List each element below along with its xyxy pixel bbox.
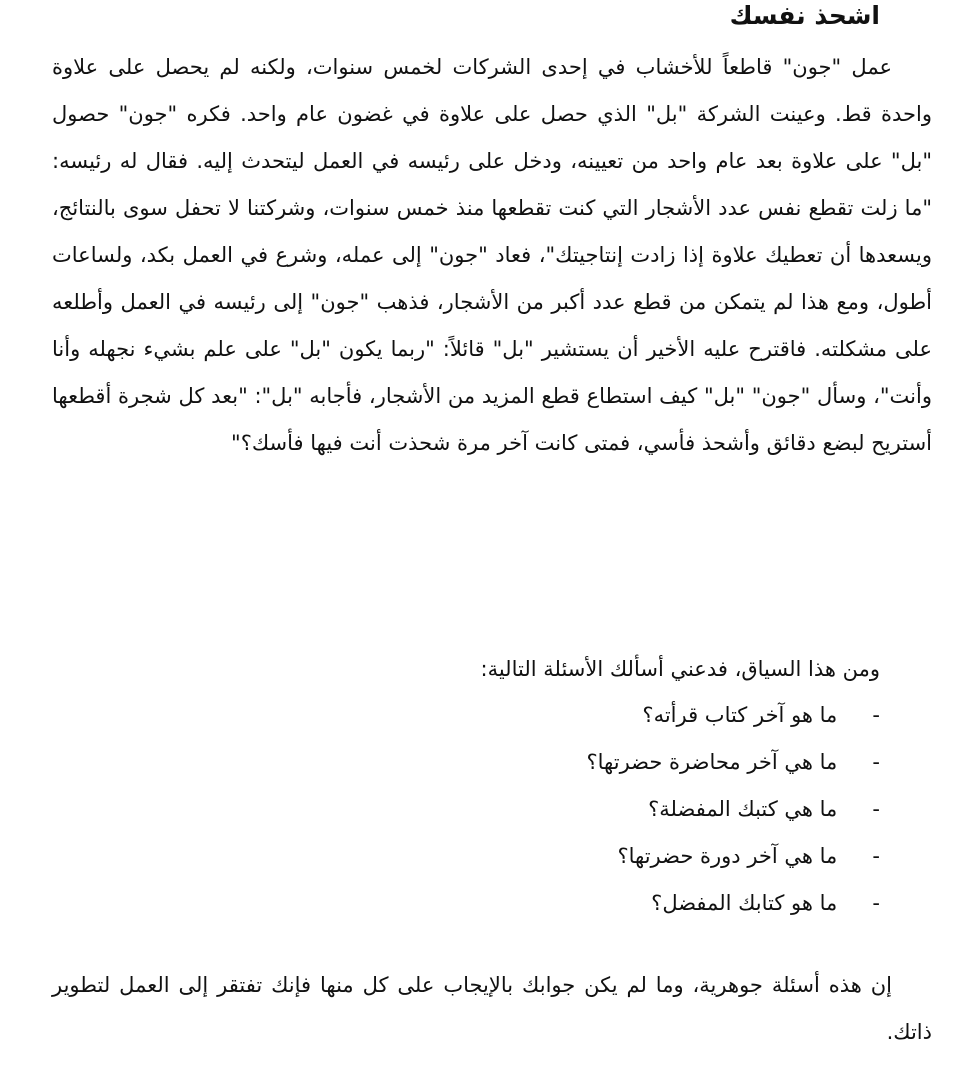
story-paragraph: عمل "جون" قاطعاً للأخشاب في إحدى الشركات لخمس سنوات، ولكنه لم يحصل على علاوة واحدة قط. وعينت الشركة "بل" الذي حصل على علاوة في غضون عام واحد. فكره "جون" حصول "بل" على علاوة بعد عام واحد من تعيينه، ودخل على رئيسه في العمل ليتحدث إليه. فقال له رئيسه: "ما زلت تقطع نفس عدد الأشجار التي كنت تقطعها منذ خمس سنوات، وشركتنا لا تحفل سوى بالنتائج، ويسعدها أن تعطيك علاوة إذا زادت إنتاجيتك"، فعاد "جون" إلى عمله، وشرع في العمل بكد، ولساعات أطول، ومع هذا لم يتمكن من قطع عدد أكبر من الأشجار، فذهب "جون" إلى رئيسه في العمل وأطلعه على مشكلته. فاقترح عليه الأخير أن يستشير "بل" قائلاً: "ربما يكون "بل" على علم بشيء نجهله وأنا وأنت"، وسأل "جون" "بل" كيف استطاع قطع المزيد من الأشجار، فأجابه "بل": "بعد كل شجرة أقطعها أستريح لبضع دقائق وأشحذ فأسي، فمتى كانت آخر مرة شحذت أنت فيها فأسك؟" xyxy=(52,55,932,455)
conclusion-paragraph: إن هذه أسئلة جوهرية، وما لم يكن جوابك بالإيجاب على كل منها فإنك تفتقر إلى العمل لتطوير ذاتك. xyxy=(52,973,932,1044)
question-text: ما هي كتبك المفضلة؟ xyxy=(648,797,838,821)
list-item xyxy=(587,692,881,739)
bullet-dash: - xyxy=(872,891,880,915)
bullet-dash: - xyxy=(872,844,880,868)
question-text: ما هو كتابك المفضل؟ xyxy=(651,891,838,915)
bullet-dash: - xyxy=(872,750,880,774)
question-text: ما هي آخر محاضرة حضرتها؟ xyxy=(586,750,838,774)
list-item xyxy=(587,739,881,786)
bullet-dash: - xyxy=(872,703,880,727)
list-item xyxy=(587,880,881,927)
bullet-dash: - xyxy=(872,797,880,821)
page-title: اشحذ نفسك xyxy=(729,1,880,30)
list-item xyxy=(587,786,881,833)
question-text: ما هي آخر دورة حضرتها؟ xyxy=(617,844,838,868)
list-item xyxy=(587,833,881,880)
questions-list xyxy=(587,692,881,927)
questions-intro-paragraph: ومن هذا السياق، فدعني أسألك الأسئلة التالية: xyxy=(480,657,880,681)
question-text: ما هو آخر كتاب قرأته؟ xyxy=(642,703,838,727)
